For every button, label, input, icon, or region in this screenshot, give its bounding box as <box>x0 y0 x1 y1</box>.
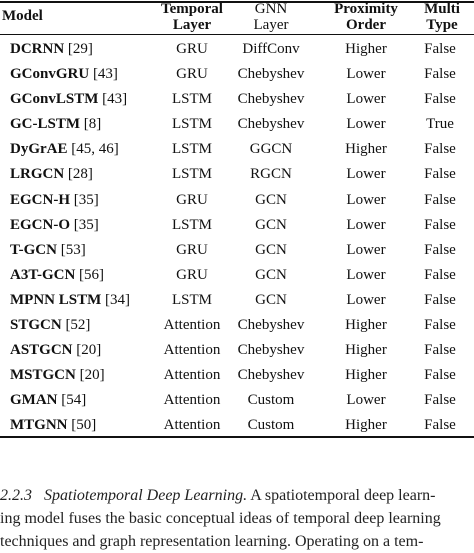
cell-gnn: DiffConv <box>242 41 300 57</box>
cell-temporal: LSTM <box>171 141 212 158</box>
cell-model: EGCN-O [35] <box>10 216 99 233</box>
table-row <box>0 313 474 338</box>
section-number: 2.2.3 <box>0 487 32 504</box>
paragraph-line-1-text: A spatiotemporal deep learn- <box>250 487 436 504</box>
table-row <box>0 37 474 62</box>
header-multi-type: Multi Type <box>424 1 460 33</box>
cell-temporal: LSTM <box>171 91 212 108</box>
table-row <box>0 213 474 238</box>
cell-gnn: Chebyshev <box>237 66 305 83</box>
cell-proximity: Higher <box>345 342 387 359</box>
header-model: Model <box>2 8 43 24</box>
table-row <box>0 363 474 388</box>
cell-temporal: Attention <box>163 342 221 359</box>
cell-proximity: Higher <box>345 417 387 434</box>
cell-multi: False <box>424 66 456 83</box>
cell-proximity: Lower <box>346 66 386 83</box>
cell-temporal: LSTM <box>171 291 212 308</box>
cell-multi: False <box>424 342 456 359</box>
cell-model: LRGCN [28] <box>10 166 93 183</box>
cell-proximity: Higher <box>345 141 387 158</box>
cell-gnn: GCN <box>255 291 287 308</box>
cell-gnn: Custom <box>247 392 295 409</box>
cell-temporal: Attention <box>163 367 221 384</box>
cell-temporal: GRU <box>176 191 208 208</box>
table-row <box>0 263 474 288</box>
cell-multi: False <box>424 41 456 57</box>
cell-model: DyGrAE [45, 46] <box>10 141 119 158</box>
cell-proximity: Lower <box>346 241 386 258</box>
table-row <box>0 137 474 162</box>
table-row <box>0 238 474 263</box>
cell-multi: False <box>424 291 456 308</box>
cell-temporal: GRU <box>176 266 208 283</box>
cell-proximity: Lower <box>346 291 386 308</box>
cell-model: EGCN-H [35] <box>10 191 99 208</box>
cell-model: MTGNN [50] <box>10 417 97 434</box>
cell-proximity: Lower <box>346 266 386 283</box>
cell-gnn: GGCN <box>249 141 293 158</box>
cell-temporal: Attention <box>163 317 221 334</box>
cell-model: T-GCN [53] <box>10 241 86 258</box>
section-title: Spatiotemporal Deep Learning. <box>44 487 248 504</box>
cell-model: GMAN [54] <box>10 392 87 409</box>
cell-multi: False <box>424 241 456 258</box>
cell-gnn: GCN <box>255 216 287 233</box>
cell-gnn: Chebyshev <box>237 317 305 334</box>
cell-gnn: GCN <box>255 266 287 283</box>
cell-gnn: RGCN <box>250 166 292 183</box>
cell-model: MPNN LSTM [34] <box>10 291 130 308</box>
cell-model: DCRNN [29] <box>10 41 93 57</box>
cell-multi: False <box>424 91 456 108</box>
cell-multi: False <box>424 367 456 384</box>
header-proximity-order: Proximity Order <box>334 1 398 33</box>
cell-temporal: GRU <box>176 241 208 258</box>
cell-model: GConvLSTM [43] <box>10 91 128 108</box>
table-row <box>0 112 474 137</box>
cell-multi: True <box>426 116 454 133</box>
cell-proximity: Lower <box>346 191 386 208</box>
table-bottom-rule <box>0 436 474 438</box>
cell-model: MSTGCN [20] <box>10 367 105 384</box>
table-row <box>0 388 474 413</box>
cell-proximity: Higher <box>345 367 387 384</box>
table-row <box>0 87 474 112</box>
paragraph-line-1 <box>0 484 474 507</box>
paragraph-line-2: ing model fuses the basic conceptual ideas of temporal deep learning <box>0 510 441 527</box>
cell-temporal: LSTM <box>171 166 212 183</box>
cell-multi: False <box>424 417 456 434</box>
cell-temporal: GRU <box>176 66 208 83</box>
cell-gnn: Custom <box>247 417 295 434</box>
table-row <box>0 162 474 187</box>
cell-temporal: Attention <box>163 392 221 409</box>
cell-model: A3T-GCN [56] <box>10 266 105 283</box>
cell-gnn: Chebyshev <box>237 91 305 108</box>
cell-model: STGCN [52] <box>10 317 91 334</box>
cell-multi: False <box>424 216 456 233</box>
cell-proximity: Higher <box>345 317 387 334</box>
cell-gnn: GCN <box>255 191 287 208</box>
cell-proximity: Higher <box>345 41 387 57</box>
cell-temporal: GRU <box>176 41 208 57</box>
cell-gnn: Chebyshev <box>237 342 305 359</box>
cell-gnn: Chebyshev <box>237 367 305 384</box>
cell-multi: False <box>424 191 456 208</box>
cell-model: GConvGRU [43] <box>10 66 118 83</box>
body-paragraph <box>0 484 474 553</box>
table-row <box>0 288 474 313</box>
header-temporal-layer: Temporal Layer <box>161 1 223 33</box>
cell-proximity: Lower <box>346 166 386 183</box>
cell-multi: False <box>424 392 456 409</box>
cell-multi: False <box>424 266 456 283</box>
table-row <box>0 62 474 87</box>
cell-gnn: GCN <box>255 241 287 258</box>
cell-temporal: LSTM <box>171 216 212 233</box>
cell-proximity: Lower <box>346 91 386 108</box>
header-gnn-layer: GNN Layer <box>253 1 289 33</box>
table-row <box>0 413 474 438</box>
table-row <box>0 338 474 363</box>
cell-multi: False <box>424 141 456 158</box>
paragraph-line-3: techniques and graph representation learning. Operating on a tem- <box>0 533 424 550</box>
table-row <box>0 188 474 213</box>
cell-proximity: Lower <box>346 392 386 409</box>
cell-temporal: Attention <box>163 417 221 434</box>
table-body <box>0 37 474 439</box>
cell-model: ASTGCN [20] <box>10 342 102 359</box>
table-header-rule <box>0 34 474 35</box>
cell-temporal: LSTM <box>171 116 212 133</box>
cell-multi: False <box>424 166 456 183</box>
cell-gnn: Chebyshev <box>237 116 305 133</box>
cell-model: GC-LSTM [8] <box>10 116 102 133</box>
cell-proximity: Lower <box>346 116 386 133</box>
cell-multi: False <box>424 317 456 334</box>
cell-proximity: Lower <box>346 216 386 233</box>
